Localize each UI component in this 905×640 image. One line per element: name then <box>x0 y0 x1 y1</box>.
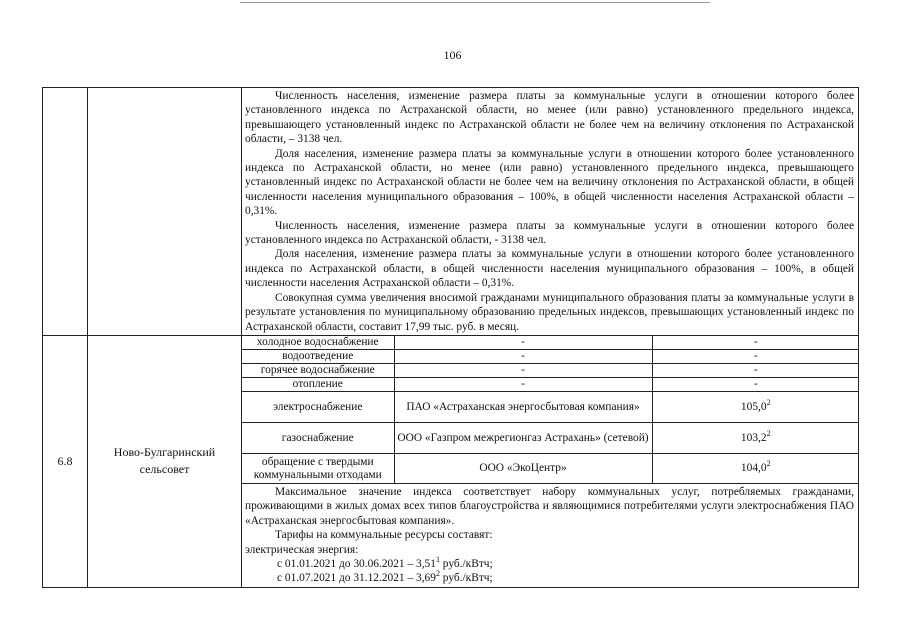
service-row <box>242 378 859 392</box>
service-index: - <box>652 378 859 392</box>
service-index: 105,0$^2$ <box>652 392 859 423</box>
service-name: холодное водоснабжение <box>242 336 394 350</box>
service-name: электроснабжение <box>242 392 394 423</box>
tariff-text <box>242 483 858 587</box>
paragraph: Доля населения, изменение размера платы за коммунальные услуги в отношении которого более установленного индекса по Астраханской области, в общей численности населения муниципального образования – 100%, в общей численности населения Астраханской области – 0,31%. <box>245 248 854 290</box>
paragraph: Доля населения, изменение размера платы за коммунальные услуги в отношении которого более установленного индекса по Астраханской области, но менее (или равно) установленного предельного индекса, превышающего установленный индекс по Астраханской области не более чем на величину отклонения по Астраханской области, в общей численности населения муниципального образования – 100%, в общей численности населения Астраханской области – 0,31%. <box>245 147 854 218</box>
service-name: газоснабжение <box>242 423 394 454</box>
service-row <box>242 336 859 350</box>
cell-name-empty <box>88 88 242 336</box>
service-row <box>242 454 859 483</box>
service-row <box>242 350 859 364</box>
service-provider: - <box>394 336 652 350</box>
main-table <box>42 87 859 588</box>
service-provider: - <box>394 378 652 392</box>
service-row <box>242 392 859 423</box>
services-table <box>242 336 859 483</box>
paragraph: Численность населения, изменение размера платы за коммунальные услуги в отношении которого более установленного индекса по Астраханской области, - 3138 чел. <box>245 219 854 247</box>
service-provider: ООО «ЭкоЦентр» <box>394 454 652 483</box>
service-index: - <box>652 350 859 364</box>
service-index: - <box>652 336 859 350</box>
cell-number-empty <box>43 88 88 336</box>
service-row <box>242 364 859 378</box>
service-index: 104,0$^2$ <box>652 454 859 483</box>
top-border-line <box>240 2 710 3</box>
paragraph: Максимальное значение индекса соответствует набору коммунальных услуг, потребляемых гражданами, проживающими в жилых домах всех типов благоустройства и являющимися потребителями услуги электроснабжения ПАО «Астраханская энергосбытовая компания». <box>245 485 854 527</box>
paragraph: Совокупная сумма увеличения вносимой гражданами муниципального образования платы за коммунальные услуги в результате установления по муниципальному образованию предельных индексов, превышающих установленный индекс по Астраханской области, составит 17,99 тыс. руб. в месяц. <box>245 291 854 333</box>
service-index: - <box>652 364 859 378</box>
table-row-6-8 <box>43 335 859 587</box>
service-provider: - <box>394 350 652 364</box>
service-name: горячее водоснабжение <box>242 364 394 378</box>
row-number: 6.8 <box>43 335 88 587</box>
service-name: водоотведение <box>242 350 394 364</box>
page-number: 106 <box>443 48 462 62</box>
paragraph: Численность населения, изменение размера платы за коммунальные услуги в отношении которого более установленного индекса по Астраханской области, но менее (или равно) установленного предельного индекса, превышающего установленный индекс по Астраханской области не более чем на величину отклонения по Астраханской области, – 3138 чел. <box>245 90 854 146</box>
service-index: 103,2$^2$ <box>652 423 859 454</box>
tariff-line: с 01.07.2021 до 31.12.2021 – 3,69$^2$ руб./кВтч; <box>277 569 493 585</box>
municipality-name: Ново-Булгаринский сельсовет <box>88 335 242 587</box>
service-provider: ООО «Газпром межрегионгаз Астрахань» (сетевой) <box>394 423 652 454</box>
tariff-line: с 01.01.2021 до 30.06.2021 – 3,51$^1$ руб./кВтч; <box>277 555 493 570</box>
paragraph: электрическая энергия: <box>245 543 359 556</box>
paragraph: Тарифы на коммунальные ресурсы составят: <box>275 529 493 542</box>
service-row <box>242 423 859 454</box>
service-name: отопление <box>242 378 394 392</box>
table-row-continuation <box>43 88 859 336</box>
service-provider: ПАО «Астраханская энергосбытовая компания» <box>394 392 652 423</box>
continuation-text <box>242 88 859 336</box>
service-name: обращение с твердыми коммунальными отходами <box>242 454 394 483</box>
service-provider: - <box>394 364 652 378</box>
services-cell <box>242 335 859 587</box>
